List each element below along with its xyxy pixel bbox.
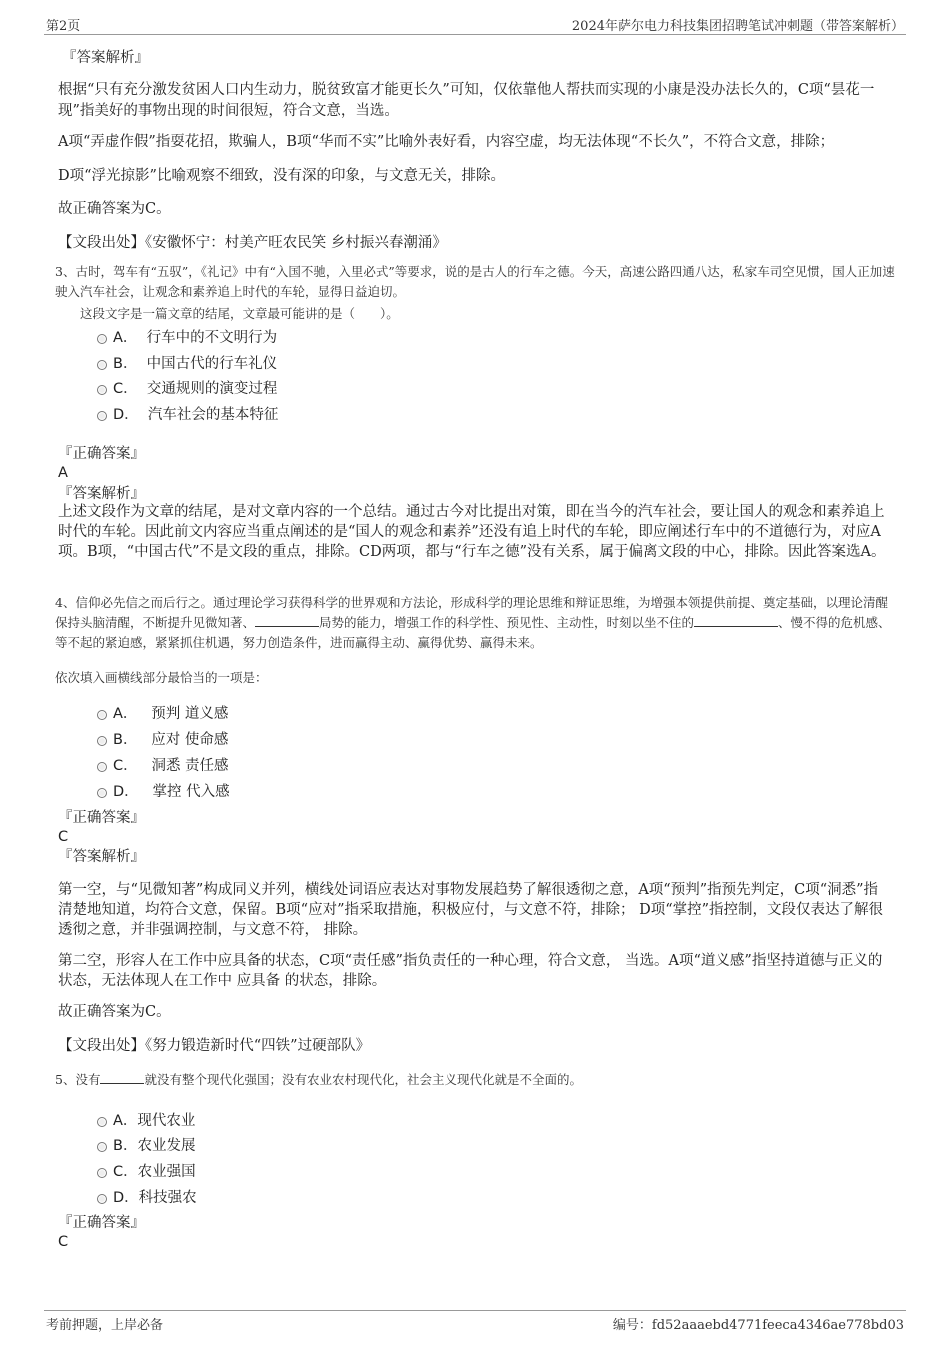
header-rule — [44, 34, 906, 35]
footer-rule — [44, 1310, 906, 1311]
option-a[interactable]: A．现代农业 — [97, 1109, 195, 1130]
correct-answer-label: 『正确答案』 — [58, 810, 145, 826]
question-prompt: 这段文字是一篇文章的结尾，文章最可能讲的是（ ）。 — [80, 306, 399, 321]
analysis-paragraph: 第二空，形容人在工作中应具备的状态，C项“责任感”指负责任的一种心理，符合文意， 当选。A项“道义感”指坚持道德与正义的状态，无法体现人在工作中 应具备 的状态，排除。 — [58, 953, 883, 989]
radio-icon[interactable] — [97, 1168, 107, 1178]
option-c[interactable]: C．农业强国 — [97, 1160, 196, 1181]
option-a[interactable]: A． 预判 道义感 — [97, 702, 228, 723]
radio-icon[interactable] — [97, 710, 107, 720]
correct-answer: C — [58, 829, 69, 845]
radio-icon[interactable] — [97, 334, 107, 344]
radio-icon[interactable] — [97, 762, 107, 772]
option-d[interactable]: D．科技强农 — [97, 1186, 197, 1207]
analysis-label: 『答案解析』 — [62, 50, 149, 66]
source-citation: 【文段出处】《安徽怀宁：村美产旺农民笑 乡村振兴春潮涌》 — [58, 235, 447, 251]
radio-icon[interactable] — [97, 411, 107, 421]
footer-slogan: 考前押题，上岸必备 — [46, 1318, 164, 1333]
question-stem: 3、古时，驾车有“五驭”，《礼记》中有“入国不驰，入里必式”等要求，说的是古人的行车之德。今天，高速公路四通八达，私家车司空见惯，国人正加速驶入汽车社会，让观念和素养追上时代的车轮，显得日益迫切。 — [55, 264, 895, 299]
correct-answer-label: 『正确答案』 — [58, 1215, 145, 1231]
page-number: 第2页 — [46, 19, 81, 34]
option-d[interactable]: D． 掌控 代入感 — [97, 780, 230, 801]
analysis-label: 『答案解析』 — [58, 486, 145, 502]
correct-answer: A — [58, 465, 68, 481]
source-citation: 【文段出处】《努力锻造新时代“四铁”过硬部队》 — [58, 1038, 371, 1054]
answer-conclusion: 故正确答案为C。 — [58, 1004, 171, 1020]
fill-blank — [100, 1071, 144, 1084]
radio-icon[interactable] — [97, 1194, 107, 1204]
correct-answer: C — [58, 1234, 69, 1250]
analysis-paragraph: A项“弄虚作假”指耍花招，欺骗人，B项“华而不实”比喻外表好看，内容空虚，均无法体现“不长久”，不符合文意，排除； — [58, 134, 835, 150]
correct-answer-label: 『正确答案』 — [58, 446, 145, 462]
radio-icon[interactable] — [97, 736, 107, 746]
question-stem: 5、没有 就没有整个现代化强国；没有农业农村现代化，社会主义现代化就是不全面的。 — [55, 1072, 582, 1087]
radio-icon[interactable] — [97, 385, 107, 395]
option-b[interactable]: B． 中国古代的行车礼仪 — [97, 352, 277, 373]
answer-conclusion: 故正确答案为C。 — [58, 201, 171, 217]
fill-blank — [255, 614, 319, 627]
radio-icon[interactable] — [97, 1117, 107, 1127]
analysis-paragraph: 第一空，与“见微知著”构成同义并列，横线处词语应表达对事物发展趋势了解很透彻之意，A项“预判”指预先判定，C项“洞悉”指清楚地知道，均符合文意，保留。B项“应对”指采取措施，积极应付，与文意不符，排除； D项“掌控”指控制，文段仅表达了解很透彻之意，并非强调控制，与文意不符， 排除。 — [58, 882, 884, 938]
question-stem: 4、信仰必先信之而后行之。通过理论学习获得科学的世界观和方法论，形成科学的理论思维和辩证思维，为增强本领提供前提、奠定基础，以理论清醒保持头脑清醒，不断提升见微知著、 局势的能力，增强工作的科学性、预见性、主动性，时刻以坐不住的 、慢不得的危机感、等不起的紧迫感，紧紧抓住机遇，努力创造条件，进而赢得主动、赢得优势、赢得未来。 — [55, 595, 891, 650]
question-prompt: 依次填入画横线部分最恰当的一项是： — [55, 670, 268, 685]
analysis-paragraph: 上述文段作为文章的结尾，是对文章内容的一个总结。通过古今对比提出对策，即在当今的汽车社会，要让国人的观念和素养追上时代的车轮。因此前文内容应当重点阐述的是“国人的观念和素养”还没有追上时代的车轮，即应阐述行车中的不道德行为，对应A项。B项，“中国古代”不是文段的重点，排除。CD两项，都与“行车之德”没有关系，属于偏离文段的中心，排除。因此答案选A。 — [58, 504, 886, 560]
analysis-label: 『答案解析』 — [58, 849, 145, 865]
analysis-paragraph: D项“浮光掠影”比喻观察不细致，没有深的印象，与文意无关，排除。 — [58, 168, 505, 184]
option-c[interactable]: C． 洞悉 责任感 — [97, 754, 229, 775]
analysis-paragraph: 根据“只有充分激发贫困人口内生动力，脱贫致富才能更长久”可知，仅依靠他人帮扶而实现的小康是没办法长久的，C项“昙花一现”指美好的事物出现的时间很短，符合文意，当选。 — [58, 82, 875, 119]
document-code: 编号：fd52aaaebd4771feeca4346ae778bd03 — [612, 1318, 904, 1333]
radio-icon[interactable] — [97, 1142, 107, 1152]
radio-icon[interactable] — [97, 788, 107, 798]
option-d[interactable]: D． 汽车社会的基本特征 — [97, 403, 278, 424]
fill-blank — [694, 614, 778, 627]
option-a[interactable]: A． 行车中的不文明行为 — [97, 326, 277, 347]
option-b[interactable]: B．农业发展 — [97, 1134, 195, 1155]
document-title: 2024年萨尔电力科技集团招聘笔试冲刺题（带答案解析） — [571, 19, 904, 34]
option-c[interactable]: C． 交通规则的演变过程 — [97, 377, 277, 398]
radio-icon[interactable] — [97, 360, 107, 370]
option-b[interactable]: B． 应对 使命感 — [97, 728, 228, 749]
